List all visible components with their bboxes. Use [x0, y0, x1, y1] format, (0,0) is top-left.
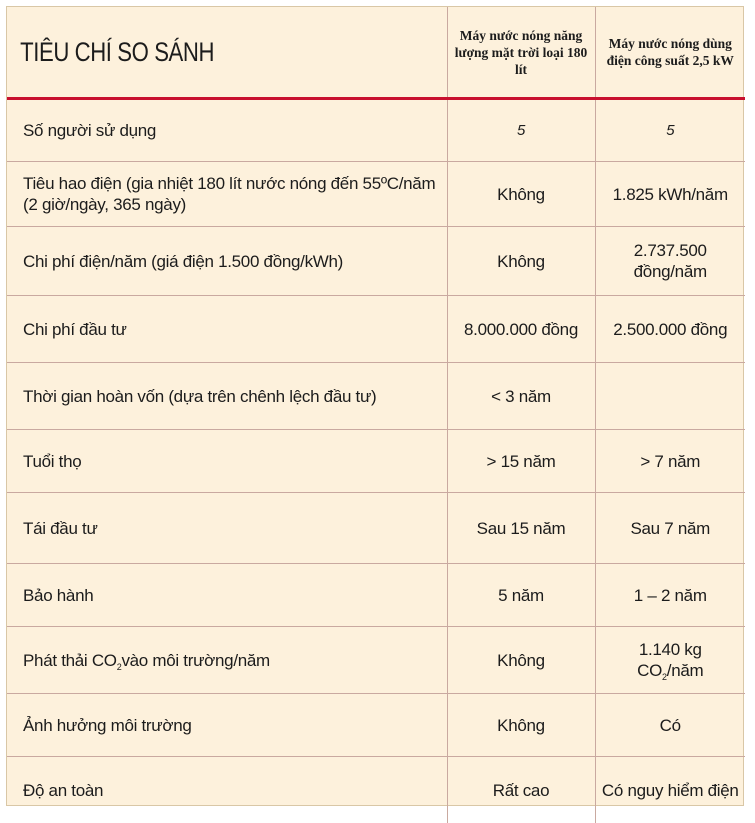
electric-value-cell: 2.500.000 đồng — [595, 296, 745, 363]
table-header — [7, 7, 745, 99]
criterion-cell: Chi phí điện/năm (giá điện 1.500 đồng/kWh) — [7, 227, 447, 296]
table-row — [7, 627, 745, 694]
table-row — [7, 493, 745, 564]
electric-value-cell: Sau 7 năm — [595, 493, 745, 564]
criterion-cell: Tuổi thọ — [7, 430, 447, 493]
solar-value-cell: 5 năm — [447, 564, 595, 627]
electric-value-cell — [595, 363, 745, 430]
table-row — [7, 757, 745, 823]
criterion-cell: Tiêu hao điện (gia nhiệt 180 lít nước nóng đến 55ºC/năm (2 giờ/ngày, 365 ngày) — [7, 162, 447, 227]
criterion-cell: Độ an toàn — [7, 757, 447, 823]
subscript-2: 2 — [117, 662, 122, 672]
solar-value-cell: > 15 năm — [447, 430, 595, 493]
criterion-text: Phát thải CO — [23, 651, 117, 670]
electric-value-cell: 1.825 kWh/năm — [595, 162, 745, 227]
table-row — [7, 227, 745, 296]
solar-value-cell: Không — [447, 227, 595, 296]
criterion-text-tail: vào môi trường/năm — [121, 651, 269, 670]
table-row — [7, 430, 745, 493]
value-line-1: 1.140 kg — [639, 640, 702, 659]
electric-value-cell: Có — [595, 694, 745, 757]
value-line-2-tail: /năm — [667, 661, 704, 680]
electric-value-cell: > 7 năm — [595, 430, 745, 493]
value-line-2: CO — [637, 661, 662, 680]
comparison-panel — [6, 6, 744, 806]
electric-value-cell: 1 – 2 năm — [595, 564, 745, 627]
electric-value-cell: Có nguy hiểm điện — [595, 757, 745, 823]
criterion-cell — [7, 627, 447, 694]
electric-value-cell: 2.737.500 đồng/năm — [595, 227, 745, 296]
criterion-cell: Tái đầu tư — [7, 493, 447, 564]
table-row — [7, 162, 745, 227]
solar-value-cell: < 3 năm — [447, 363, 595, 430]
criterion-cell: Chi phí đầu tư — [7, 296, 447, 363]
solar-value-cell: Rất cao — [447, 757, 595, 823]
subscript-2: 2 — [662, 672, 667, 682]
table-row — [7, 564, 745, 627]
criteria-column-header: TIÊU CHÍ SO SÁNH — [7, 7, 368, 99]
solar-value-cell: Không — [447, 694, 595, 757]
electric-value-cell: 5 — [595, 99, 745, 162]
comparison-table — [7, 7, 745, 823]
criterion-cell: Số người sử dụng — [7, 99, 447, 162]
solar-value-cell: Không — [447, 162, 595, 227]
table-row — [7, 363, 745, 430]
solar-heater-column-header: Máy nước nóng năng lượng mặt trời loại 180 lít — [447, 7, 595, 99]
table-body — [7, 99, 745, 823]
solar-value-cell: 5 — [447, 99, 595, 162]
electric-heater-column-header: Máy nước nóng dùng điện công suất 2,5 kW — [595, 7, 745, 99]
table-row — [7, 296, 745, 363]
criterion-cell: Ảnh hưởng môi trường — [7, 694, 447, 757]
solar-value-cell: Không — [447, 627, 595, 694]
criterion-cell: Thời gian hoàn vốn (dựa trên chênh lệch đầu tư) — [7, 363, 447, 430]
electric-value-cell — [595, 627, 745, 694]
solar-value-cell: Sau 15 năm — [447, 493, 595, 564]
table-row — [7, 99, 745, 162]
table-row — [7, 694, 745, 757]
solar-value-cell: 8.000.000 đồng — [447, 296, 595, 363]
criterion-cell: Bảo hành — [7, 564, 447, 627]
